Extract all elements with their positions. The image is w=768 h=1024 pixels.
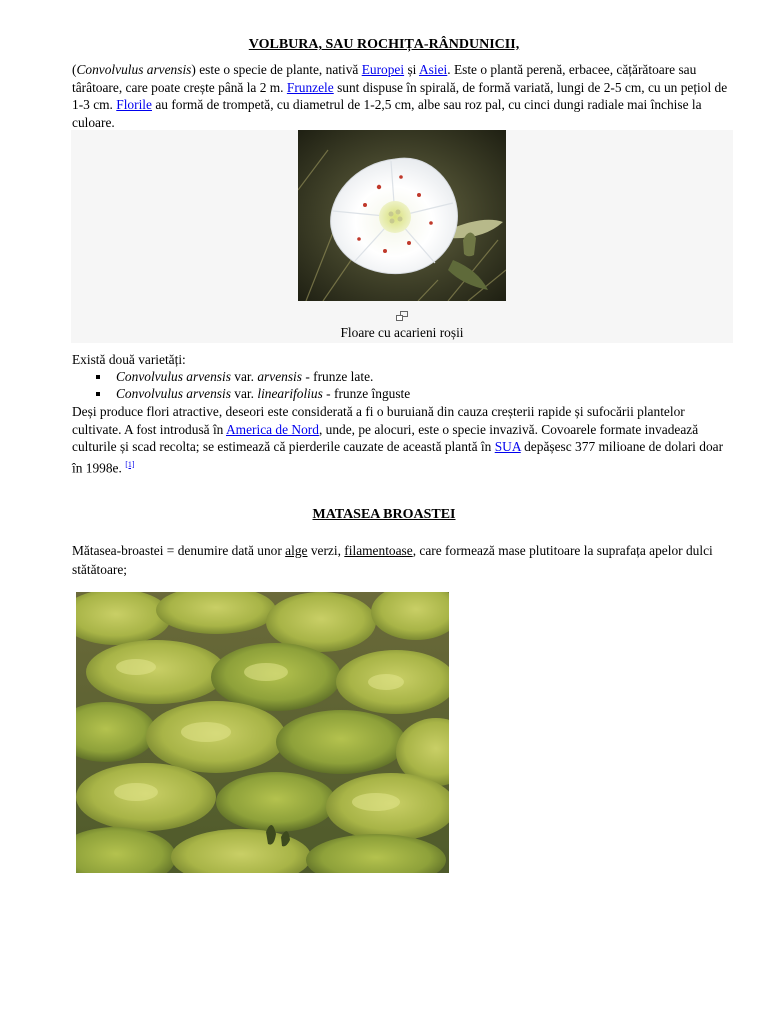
variety-var: var.	[230, 386, 258, 401]
body-paragraph	[72, 403, 732, 476]
filamentoase-term: filamentoase	[344, 543, 413, 558]
intro-text-3: . Este o plantă perenă, erbacee, cățărătoare sau târâtoare, care poate crește până la 2 m.	[72, 62, 697, 95]
matasea-text-1: Mătasea-broastei = denumire dată unor	[72, 543, 286, 558]
link-leaves[interactable]: Frunzele	[286, 79, 334, 95]
link-north-america[interactable]: America de Nord	[225, 421, 319, 437]
variety-var: var.	[230, 369, 258, 384]
list-item	[72, 368, 410, 385]
list-item	[72, 385, 410, 402]
intro-text-1: ) este o specie de plante, nativă	[191, 62, 362, 77]
algae-photo[interactable]	[76, 592, 449, 873]
intro-text-5: au formă de trompetă, cu diametrul de 1-2,5 cm, albe sau roz pal, cu cinci dungi radiale mai închise la culoare.	[72, 97, 702, 130]
reference-link[interactable]: [1]	[125, 459, 135, 469]
flower-photo[interactable]	[298, 130, 506, 301]
variety-epithet: arvensis	[257, 369, 302, 384]
link-asia[interactable]: Asiei	[418, 62, 448, 77]
open-paren: (	[72, 62, 77, 77]
intro-text-4: sunt dispuse în spirală, de formă variată, lungi de 2-5 cm, cu un pețiol de 1-3 cm.	[72, 79, 728, 112]
section-title-volbura: VOLBURA, SAU ROCHIȚA-RÂNDUNICII,	[248, 37, 520, 52]
latin-name: Convolvulus arvensis	[76, 62, 192, 77]
matasea-text-2: verzi,	[307, 543, 345, 558]
link-flowers[interactable]: Florile	[116, 97, 152, 112]
body-text-3: depășesc 377 milioane de dolari doar în 1998e.	[72, 439, 724, 475]
body-text-1: Deși produce flori atractive, deseori este considerată a fi o buruiană din cauza creșterii rapide și sufocării plantelor cultivate. A fost introdusă în	[72, 404, 685, 437]
variety-epithet: linearifolius	[257, 386, 323, 401]
matasea-text-3: , care formează mase plutitoare la suprafața apelor dulci stătătoare;	[72, 543, 713, 577]
enlarge-icon[interactable]	[396, 311, 408, 321]
variety-desc: - frunze înguste	[322, 386, 411, 401]
intro-text-2: și	[404, 62, 419, 77]
varieties-list	[72, 368, 410, 402]
variety-genus: Convolvulus arvensis	[116, 386, 231, 401]
variety-desc: - frunze late.	[301, 369, 374, 384]
alge-term: alge	[285, 543, 308, 558]
body-text-2: , unde, pe alocuri, este o specie invazivă. Covoarele formate invadează culturile și scad recolta; se estimează că pierderile cauzate de această plantă în	[72, 421, 699, 454]
matasea-paragraph	[72, 541, 732, 579]
link-europe[interactable]: Europei	[361, 62, 405, 77]
figure-caption: Floare cu acarieni roșii	[340, 325, 464, 340]
intro-paragraph	[72, 61, 732, 131]
variety-genus: Convolvulus arvensis	[116, 369, 231, 384]
figure-box	[71, 130, 733, 343]
varieties-intro: Există două varietăți:	[72, 352, 186, 367]
section-title-matasea: MATASEA BROASTEI	[312, 507, 456, 522]
link-usa[interactable]: SUA	[494, 439, 521, 454]
